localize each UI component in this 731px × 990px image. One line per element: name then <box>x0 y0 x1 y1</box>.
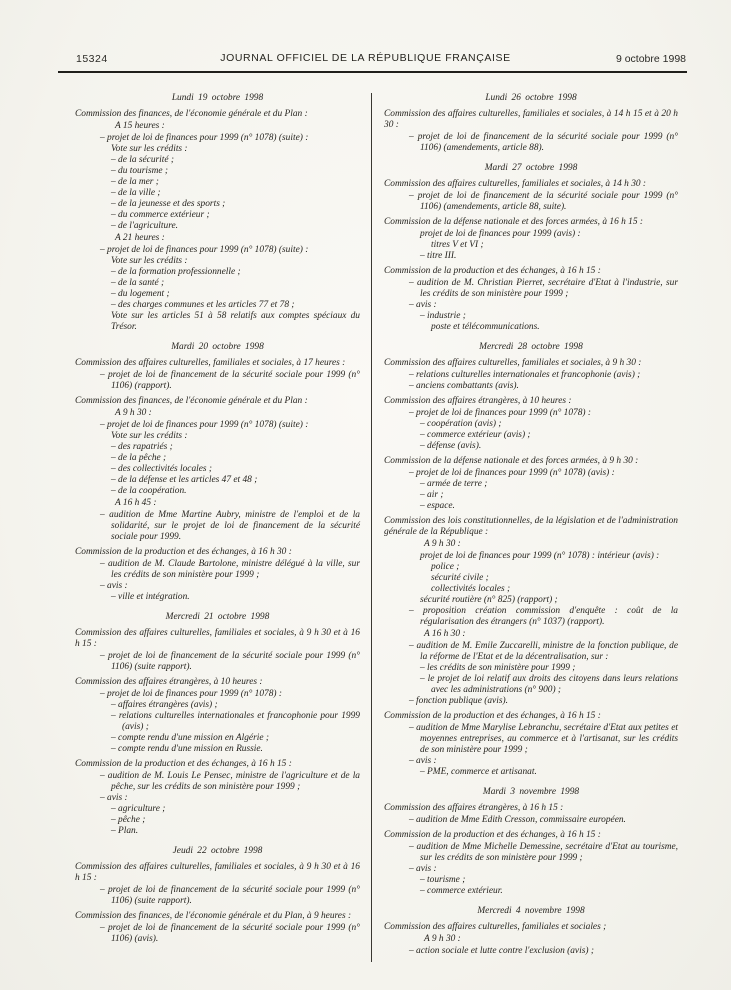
agenda-subitem: – de l'agriculture. <box>111 221 179 231</box>
day-heading: Jeudi 22 octobre 1998 <box>172 846 263 856</box>
agenda-subitem: – de la santé ; <box>111 278 165 288</box>
commission-heading: Commission des affaires culturelles, familiales et sociales, à 9 h 30 : <box>384 358 642 368</box>
agenda-item: – audition de M. Claude Bartolone, ministre délégué à la ville, sur les crédits de son ministère pour 1999 ; <box>100 559 360 580</box>
commission-heading: Commission des finances, de l'économie générale et du Plan, à 9 heures : <box>75 911 352 921</box>
agenda-subitem: – relations culturelles internationales et francophonie pour 1999 (avis) ; <box>111 711 360 732</box>
agenda-item: Vote sur les crédits : <box>111 144 188 154</box>
agenda-item: – proposition création commission d'enquête : coût de la régularisation des étrangers (n° 1037) (rapport). <box>409 606 678 627</box>
commission-heading: Commission des affaires culturelles, familiales et sociales, à 14 h 15 et à 20 h 30 : <box>384 109 678 130</box>
agenda-subitem: – du commerce extérieur ; <box>111 210 210 220</box>
agenda-item: – projet de loi de financement de la sécurité sociale pour 1999 (n° 1106) (amendements, article 88, suite). <box>409 191 678 212</box>
agenda-subitem: – coopération (avis) ; <box>420 419 502 429</box>
agenda-subitem: – le projet de loi relatif aux droits des citoyens dans leurs relations avec les administrations (n° 900) ; <box>420 674 678 695</box>
agenda-item: – audition de Mme Marylise Lebranchu, secrétaire d'Etat aux petites et moyennes entreprises, au commerce et à l'artisanat, sur les crédits de son ministère pour 1999 ; <box>409 723 678 755</box>
day-heading: Mercredi 21 octobre 1998 <box>165 612 270 622</box>
agenda-subitem: – compte rendu d'une mission en Russie. <box>111 744 263 754</box>
agenda-subitem: – de la coopération. <box>111 486 187 496</box>
agenda-subitem: – ville et intégration. <box>111 592 190 602</box>
page-header <box>0 0 731 74</box>
agenda-subitem: – titre III. <box>420 251 457 261</box>
agenda-subitem: – commerce extérieur (avis) ; <box>420 430 531 440</box>
agenda-subitem: sécurité civile ; <box>431 573 489 583</box>
agenda-subitem: – industrie ; <box>420 311 466 321</box>
agenda-subitem: – commerce extérieur. <box>420 886 503 896</box>
agenda-item: – projet de loi de finances pour 1999 (n° 1078) (suite) : <box>100 420 309 430</box>
agenda-subitem: collectivités locales ; <box>431 584 511 594</box>
agenda-subitem: – espace. <box>420 501 455 511</box>
left-column <box>75 93 371 962</box>
commission-heading: Commission de la production et des échanges, à 16 h 15 : <box>384 830 601 840</box>
agenda-subitem: – affaires étrangères (avis) ; <box>111 700 218 710</box>
agenda-item: Vote sur les articles 51 à 58 relatifs aux comptes spéciaux du Trésor. <box>111 311 360 332</box>
agenda-item: – avis : <box>100 793 128 803</box>
day-heading: Mardi 27 octobre 1998 <box>484 163 578 173</box>
agenda-subitem: police ; <box>431 562 460 572</box>
agenda-item: – audition de M. Louis Le Pensec, ministre de l'agriculture et de la pêche, sur les crédits de son ministère pour 1999 ; <box>100 771 360 792</box>
agenda-subitem: – de la formation professionnelle ; <box>111 267 241 277</box>
agenda-subitem: – du logement ; <box>111 289 170 299</box>
commission-heading: Commission de la défense nationale et des forces armées, à 16 h 15 : <box>384 217 643 227</box>
day-heading: Mardi 20 octobre 1998 <box>171 342 264 352</box>
agenda-item: – projet de loi de finances pour 1999 (n° 1078) (avis) : <box>409 468 615 478</box>
agenda-subitem: – défense (avis). <box>420 441 482 451</box>
agenda-item: – audition de M. Christian Pierret, secrétaire d'Etat à l'industrie, sur les crédits de son ministère pour 1999 ; <box>409 278 678 299</box>
agenda-item: Vote sur les crédits : <box>111 256 188 266</box>
agenda-item: – avis : <box>409 300 437 310</box>
agenda-subitem: poste et télécommunications. <box>431 322 540 332</box>
agenda-item: – projet de loi de finances pour 1999 (n° 1078) : <box>409 408 592 418</box>
agenda-item: – projet de loi de financement de la sécurité sociale pour 1999 (n° 1106) (avis). <box>100 923 360 944</box>
commission-heading: Commission de la production et des échanges, à 16 h 15 : <box>75 759 292 769</box>
agenda-subitem: – air ; <box>420 490 444 500</box>
agenda-item: – avis : <box>409 864 437 874</box>
time-heading: A 16 h 45 : <box>115 498 157 508</box>
agenda-item: – projet de loi de finances pour 1999 (n° 1078) (suite) : <box>100 133 309 143</box>
agenda-content <box>75 93 689 962</box>
day-heading: Mercredi 4 novembre 1998 <box>477 906 585 916</box>
issue-date: 9 octobre 1998 <box>615 53 686 65</box>
agenda-item: – anciens combattants (avis). <box>409 381 519 391</box>
commission-heading: Commission des affaires culturelles, familiales et sociales ; <box>384 922 607 932</box>
commission-heading: Commission des finances, de l'économie générale et du Plan : <box>75 109 308 119</box>
agenda-item: projet de loi de finances pour 1999 (n° 1078) : intérieur (avis) : <box>420 551 660 561</box>
commission-heading: Commission des affaires culturelles, familiales et sociales, à 9 h 30 et à 16 h 15 : <box>75 862 360 883</box>
agenda-item: – action sociale et lutte contre l'exclusion (avis) ; <box>409 946 594 956</box>
commission-heading: Commission de la production et des échanges, à 16 h 30 : <box>75 547 292 557</box>
time-heading: A 9 h 30 : <box>115 408 152 418</box>
agenda-item: – audition de M. Emile Zuccarelli, ministre de la fonction publique, de la réforme de l'Etat et de la décentralisation, sur : <box>409 641 678 662</box>
agenda-subitem: – tourisme ; <box>420 875 466 885</box>
day-heading: Mercredi 28 octobre 1998 <box>479 342 583 352</box>
agenda-item: – projet de loi de financement de la sécurité sociale pour 1999 (n° 1106) (amendements, article 88). <box>409 132 678 153</box>
agenda-subitem: – pêche ; <box>111 815 146 825</box>
commission-heading: Commission des lois constitutionnelles, de la législation et de l'administration générale de la République : <box>384 516 678 537</box>
agenda-item: – audition de Mme Michelle Demessine, secrétaire d'Etat au tourisme, sur les crédits de son ministère pour 1999 ; <box>409 842 678 863</box>
time-heading: A 16 h 30 : <box>424 629 466 639</box>
agenda-item: – projet de loi de financement de la sécurité sociale pour 1999 (n° 1106) (suite rapport). <box>100 885 360 906</box>
commission-heading: Commission des affaires culturelles, familiales et sociales, à 17 heures : <box>75 358 346 368</box>
commission-heading: Commission des affaires étrangères, à 10 heures : <box>75 677 263 687</box>
agenda-item: – audition de Mme Edith Cresson, commissaire européen. <box>409 815 626 825</box>
time-heading: A 9 h 30 : <box>424 934 461 944</box>
time-heading: A 15 heures : <box>115 121 165 131</box>
agenda-item: – avis : <box>100 581 128 591</box>
commission-heading: Commission des finances, de l'économie générale et du Plan : <box>75 396 308 406</box>
journal-title: JOURNAL OFFICIEL DE LA RÉPUBLIQUE FRANÇAISE <box>220 52 511 64</box>
agenda-item: – projet de loi de finances pour 1999 (n° 1078) (suite) : <box>100 245 309 255</box>
agenda-subitem: – PME, commerce et artisanat. <box>420 767 537 777</box>
agenda-item: – audition de Mme Martine Aubry, ministre de l'emploi et de la solidarité, sur le projet de loi de financement de la sécurité sociale pour 1999. <box>100 510 360 542</box>
agenda-item: – fonction publique (avis). <box>409 696 508 706</box>
commission-heading: Commission de la défense nationale et des forces armées, à 9 h 30 : <box>384 456 639 466</box>
agenda-item: – relations culturelles internationales et francophonie (avis) ; <box>409 370 641 380</box>
agenda-subitem: – les crédits de son ministère pour 1999 ; <box>420 663 576 673</box>
right-column <box>371 93 678 962</box>
agenda-item: Vote sur les crédits : <box>111 431 188 441</box>
agenda-item: – avis : <box>409 756 437 766</box>
header-rule <box>58 71 687 73</box>
commission-heading: Commission des affaires culturelles, familiales et sociales, à 14 h 30 : <box>384 179 647 189</box>
agenda-subitem: – de la ville ; <box>111 188 161 198</box>
day-heading: Mardi 3 novembre 1998 <box>482 787 580 797</box>
agenda-subitem: – armée de terre ; <box>420 479 488 489</box>
commission-heading: Commission des affaires culturelles, familiales et sociales, à 9 h 30 et à 16 h 15 : <box>75 628 360 649</box>
agenda-item: projet de loi de finances pour 1999 (avis) : <box>420 229 581 239</box>
agenda-subitem: – Plan. <box>111 826 139 836</box>
agenda-item: sécurité routière (n° 825) (rapport) ; <box>420 595 558 605</box>
agenda-subitem: – de la défense et les articles 47 et 48 ; <box>111 475 258 485</box>
agenda-subitem: titres V et VI ; <box>431 240 484 250</box>
day-heading: Lundi 19 octobre 1998 <box>171 93 264 103</box>
agenda-item: – projet de loi de financement de la sécurité sociale pour 1999 (n° 1106) (rapport). <box>100 370 360 391</box>
agenda-subitem: – du tourisme ; <box>111 166 169 176</box>
time-heading: A 21 heures : <box>115 233 165 243</box>
commission-heading: Commission des affaires étrangères, à 16 h 15 : <box>384 803 564 813</box>
agenda-subitem: – des rapatriés ; <box>111 442 173 452</box>
time-heading: A 9 h 30 : <box>424 539 461 549</box>
agenda-subitem: – de la pêche ; <box>111 453 167 463</box>
commission-heading: Commission de la production et des échanges, à 16 h 15 : <box>384 711 601 721</box>
agenda-subitem: – de la jeunesse et des sports ; <box>111 199 226 209</box>
agenda-subitem: – de la sécurité ; <box>111 155 175 165</box>
commission-heading: Commission de la production et des échanges, à 16 h 15 : <box>384 266 601 276</box>
agenda-subitem: – des charges communes et les articles 77 et 78 ; <box>111 300 295 310</box>
agenda-item: – projet de loi de financement de la sécurité sociale pour 1999 (n° 1106) (suite rapport). <box>100 651 360 672</box>
agenda-item: – projet de loi de finances pour 1999 (n° 1078) : <box>100 689 283 699</box>
commission-heading: Commission des affaires étrangères, à 10 heures : <box>384 396 572 406</box>
agenda-subitem: – de la mer ; <box>111 177 159 187</box>
page-number: 15324 <box>76 53 108 65</box>
agenda-subitem: – agriculture ; <box>111 804 166 814</box>
agenda-subitem: – compte rendu d'une mission en Algérie ; <box>111 733 269 743</box>
agenda-subitem: – des collectivités locales ; <box>111 464 213 474</box>
day-heading: Lundi 26 octobre 1998 <box>485 93 577 103</box>
